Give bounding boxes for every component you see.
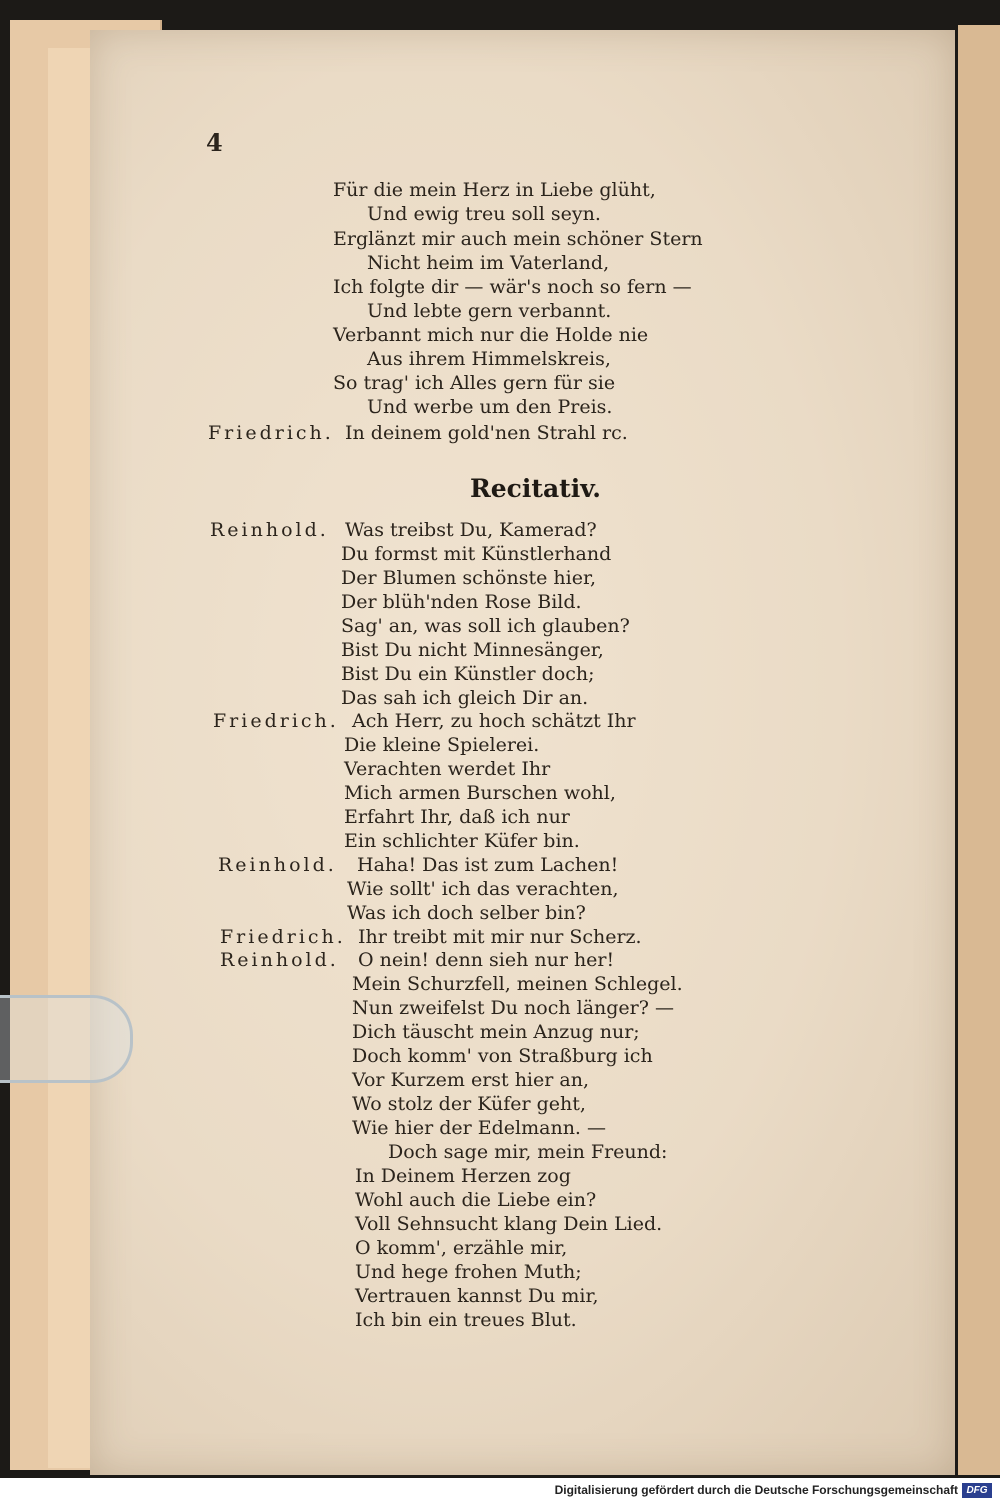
verse-line: Erfahrt Ihr, daß ich nur — [344, 806, 570, 828]
verse-line: Was ich doch selber bin? — [347, 902, 586, 924]
verse-line: Vor Kurzem erst hier an, — [352, 1069, 589, 1091]
speaker-name: Friedrich. — [208, 422, 334, 444]
verse-line: Wo stolz der Küfer geht, — [352, 1093, 586, 1115]
footer-bar — [0, 1478, 1000, 1505]
verse-line: Verachten werdet Ihr — [344, 758, 551, 780]
verse-line: Mein Schurzfell, meinen Schlegel. — [352, 973, 683, 995]
verse-line: Doch komm' von Straßburg ich — [352, 1045, 653, 1067]
verse-line: Bist Du nicht Minnesänger, — [341, 639, 604, 661]
verse-line: Ich bin ein treues Blut. — [355, 1309, 577, 1331]
verse-line: Wohl auch die Liebe ein? — [355, 1189, 597, 1211]
verse-line: Verbannt mich nur die Holde nie — [333, 324, 649, 346]
verse-line: Mich armen Burschen wohl, — [344, 782, 616, 804]
verse-line: So trag' ich Alles gern für sie — [333, 372, 616, 394]
section-heading: Recitativ. — [470, 474, 601, 503]
verse-line: O komm', erzähle mir, — [355, 1237, 568, 1259]
verse-line: Und werbe um den Preis. — [367, 396, 613, 418]
verse-line: Die kleine Spielerei. — [344, 734, 540, 756]
verse-line: Vertrauen kannst Du mir, — [355, 1285, 599, 1307]
footer-credit: Digitalisierung gefördert durch die Deutsche Forschungsgemeinschaft — [554, 1483, 958, 1497]
verse-line: Ich folgte dir — wär's noch so fern — — [333, 276, 692, 298]
paper-clip — [0, 995, 133, 1083]
verse-line: Erglänzt mir auch mein schöner Stern — [333, 228, 703, 250]
speaker-name: Friedrich. — [220, 926, 346, 948]
verse-line: Haha! Das ist zum Lachen! — [357, 854, 619, 876]
verse-line: Bist Du ein Künstler doch; — [341, 663, 595, 685]
page-number: 4 — [206, 128, 223, 157]
verse-line: Wie sollt' ich das verachten, — [347, 878, 619, 900]
verse-line: Sag' an, was soll ich glauben? — [341, 615, 630, 637]
verse-line: Du formst mit Künstlerhand — [341, 543, 612, 565]
verse-line: Der blüh'nden Rose Bild. — [341, 591, 582, 613]
verse-line: Voll Sehnsucht klang Dein Lied. — [355, 1213, 663, 1235]
verse-line: Ach Herr, zu hoch schätzt Ihr — [352, 710, 636, 732]
verse-line: Wie hier der Edelmann. — — [352, 1117, 607, 1139]
verse-line: Aus ihrem Himmelskreis, — [367, 348, 611, 370]
verse-line: O nein! denn sieh nur her! — [358, 949, 615, 971]
speaker-name: Reinhold. — [218, 854, 337, 876]
verse-line: Für die mein Herz in Liebe glüht, — [333, 179, 656, 201]
verse-line: Nicht heim im Vaterland, — [367, 252, 610, 274]
verse-line: Der Blumen schönste hier, — [341, 567, 596, 589]
speaker-name: Reinhold. — [220, 949, 339, 971]
verse-line: Ihr treibt mit mir nur Scherz. — [358, 926, 642, 948]
verse-line: Was treibst Du, Kamerad? — [345, 519, 597, 541]
verse-line: In Deinem Herzen zog — [355, 1165, 571, 1187]
verse-line: Und lebte gern verbannt. — [367, 300, 612, 322]
verse-line: Ein schlichter Küfer bin. — [344, 830, 580, 852]
verse-line: Und hege frohen Muth; — [355, 1261, 582, 1283]
speaker-name: Friedrich. — [213, 710, 339, 732]
verse-line: Das sah ich gleich Dir an. — [341, 687, 589, 709]
dfg-logo: DFG — [962, 1483, 992, 1498]
adjacent-page-edge — [958, 25, 1000, 1475]
verse-line: Doch sage mir, mein Freund: — [388, 1141, 668, 1163]
verse-line: Nun zweifelst Du noch länger? — — [352, 997, 674, 1019]
verse-line: Und ewig treu soll seyn. — [367, 203, 601, 225]
speaker-name: Reinhold. — [210, 519, 329, 541]
verse-line: Dich täuscht mein Anzug nur; — [352, 1021, 640, 1043]
verse-line: In deinem gold'nen Strahl rc. — [345, 422, 628, 444]
